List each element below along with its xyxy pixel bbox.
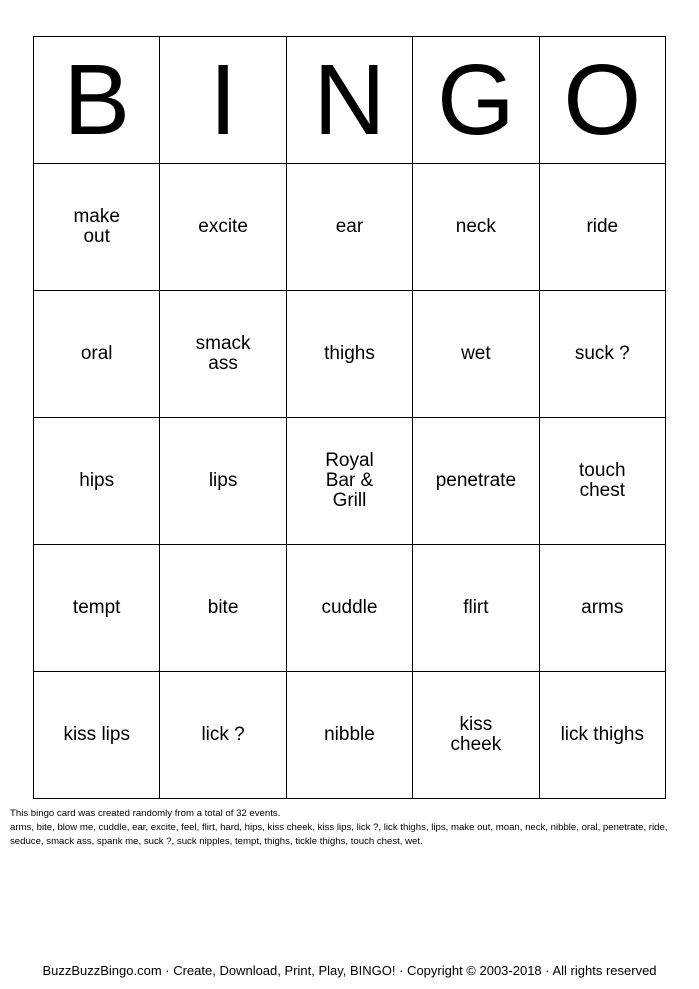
cell-text: wet — [461, 343, 491, 364]
cell-text: tempt — [72, 597, 121, 618]
cell-text: bite — [207, 597, 239, 618]
bingo-cell — [413, 291, 539, 418]
header-letter-o: O — [539, 37, 665, 164]
cell-text: make out — [73, 206, 120, 247]
bingo-cell — [413, 418, 539, 545]
cell-text: oral — [80, 343, 113, 364]
bingo-cell — [286, 164, 412, 291]
bingo-cell — [286, 545, 412, 672]
cell-text: cuddle — [321, 597, 378, 618]
bingo-cell — [539, 418, 665, 545]
cell-text: ear — [335, 216, 364, 237]
cell-text: neck — [455, 216, 496, 237]
cell-text: Royal Bar & Grill — [325, 450, 374, 511]
bingo-cell — [286, 672, 412, 799]
cell-text: excite — [198, 216, 248, 237]
bingo-cell — [413, 672, 539, 799]
header-letter-i: I — [160, 37, 286, 164]
bingo-cell — [160, 545, 286, 672]
bingo-cell — [286, 291, 412, 418]
bingo-cell — [539, 545, 665, 672]
header-letter-g: G — [413, 37, 539, 164]
card-info-line: This bingo card was created randomly from a total of 32 events. — [10, 808, 281, 819]
bingo-cell — [34, 164, 160, 291]
bingo-card — [33, 36, 666, 799]
cell-text: touch chest — [579, 460, 626, 501]
cell-text: hips — [79, 470, 115, 491]
bingo-cell — [539, 672, 665, 799]
bingo-cell — [413, 164, 539, 291]
bingo-cell — [160, 291, 286, 418]
site-branding: BuzzBuzzBingo.com · Create, Download, Print, Play, BINGO! · Copyright © 2003-2018 · All rights reserved — [42, 963, 657, 978]
cell-text: arms — [581, 597, 624, 618]
bingo-row — [34, 418, 666, 545]
cell-text: ride — [586, 216, 619, 237]
bingo-cell — [539, 291, 665, 418]
bingo-row — [34, 672, 666, 799]
events-list: arms, bite, blow me, cuddle, ear, excite, feel, flirt, hard, hips, kiss cheek, kiss lips, lick ?, lick thighs, lips, make out, moan, neck, nibble, oral, penetrate, ride, seduce, smack ass, spank me, suck ?, suck nipples, tempt, thighs, tickle thighs, touch chest, wet. — [10, 822, 668, 847]
cell-text: thighs — [324, 343, 375, 364]
cell-text: lick thighs — [560, 724, 644, 745]
bingo-cell — [34, 291, 160, 418]
header-letter-b: B — [34, 37, 160, 164]
cell-text: penetrate — [435, 470, 517, 491]
bingo-row — [34, 291, 666, 418]
bingo-cell — [286, 418, 412, 545]
cell-text: nibble — [324, 724, 375, 745]
header-letter-n: N — [286, 37, 412, 164]
bingo-row — [34, 164, 666, 291]
bingo-cell — [34, 418, 160, 545]
bingo-cell — [413, 545, 539, 672]
bingo-header-row — [34, 37, 666, 164]
cell-text: kiss cheek — [450, 714, 502, 755]
bingo-cell — [160, 164, 286, 291]
cell-text: lick ? — [201, 724, 245, 745]
card-info-footer — [10, 807, 690, 849]
bingo-cell — [539, 164, 665, 291]
cell-text: suck ? — [574, 343, 630, 364]
bingo-row — [34, 545, 666, 672]
bingo-cell — [34, 545, 160, 672]
cell-text: flirt — [463, 597, 489, 618]
bingo-cell — [34, 672, 160, 799]
bingo-cell — [160, 672, 286, 799]
bingo-cell — [160, 418, 286, 545]
cell-text: lips — [208, 470, 238, 491]
cell-text: kiss lips — [63, 724, 130, 745]
cell-text: smack ass — [195, 333, 251, 374]
